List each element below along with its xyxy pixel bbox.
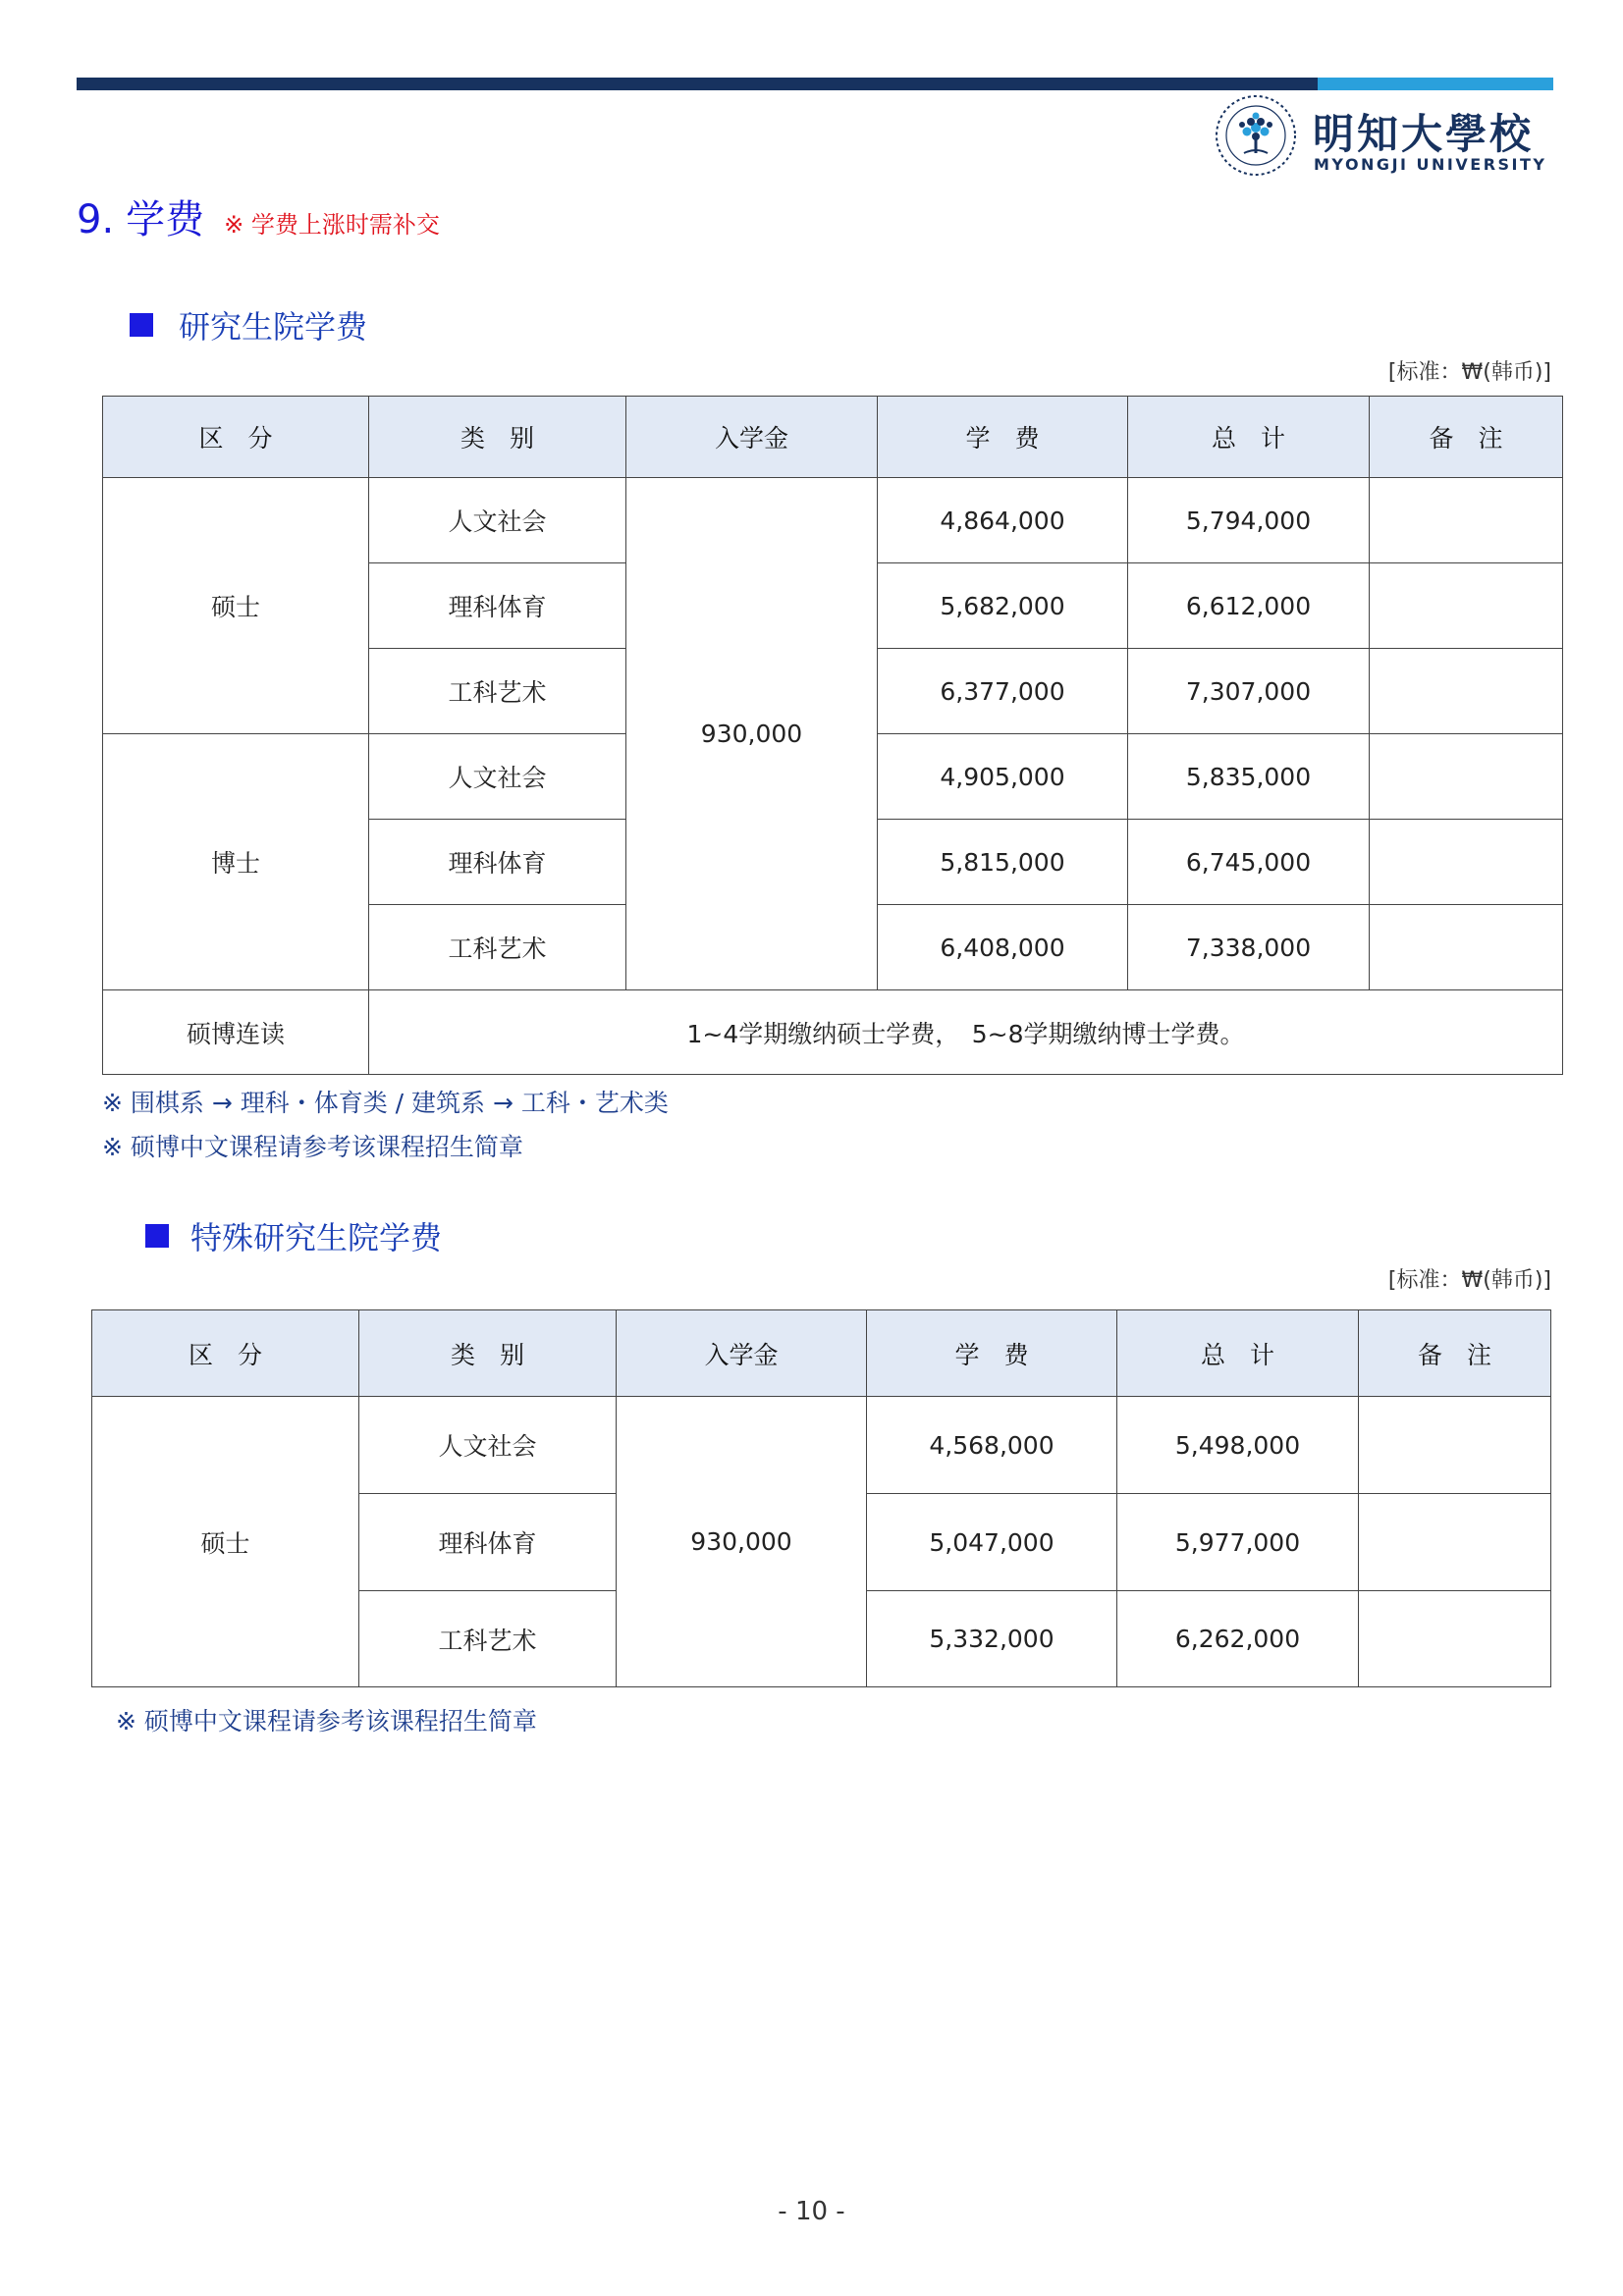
total-cell: 6,745,000	[1128, 820, 1370, 905]
tuition-cell: 6,377,000	[878, 649, 1128, 734]
combined-program-text: 1~4学期缴纳硕士学费， 5~8学期缴纳博士学费。	[369, 990, 1563, 1075]
section-heading	[77, 188, 440, 244]
table-header-row	[103, 397, 1563, 478]
page-number: - 10 -	[778, 2197, 845, 2226]
remarks-cell	[1370, 478, 1563, 563]
field-cell: 工科艺术	[369, 649, 626, 734]
header-category: 类 别	[359, 1310, 617, 1397]
header-tuition: 学 费	[867, 1310, 1117, 1397]
tuition-cell: 4,864,000	[878, 478, 1128, 563]
header-remarks: 备 注	[1359, 1310, 1551, 1397]
field-cell: 人文社会	[369, 734, 626, 820]
remarks-cell	[1370, 820, 1563, 905]
section-number: 9.	[77, 197, 115, 242]
total-cell: 7,338,000	[1128, 905, 1370, 990]
field-cell: 工科艺术	[359, 1591, 617, 1687]
admission-fee-cell: 930,000	[626, 478, 878, 990]
combined-program-label: 硕博连读	[103, 990, 369, 1075]
grad-fee-table	[102, 396, 1563, 1075]
tuition-cell: 5,047,000	[867, 1494, 1117, 1591]
total-cell: 6,262,000	[1117, 1591, 1359, 1687]
total-cell: 5,835,000	[1128, 734, 1370, 820]
header-division: 区 分	[103, 397, 369, 478]
remarks-cell	[1370, 649, 1563, 734]
grad-subtitle-text: 研究生院学费	[179, 308, 368, 346]
header-bar-navy	[77, 78, 1318, 90]
admission-fee-cell: 930,000	[617, 1397, 867, 1687]
remarks-cell	[1359, 1397, 1551, 1494]
header-admission: 入学金	[626, 397, 878, 478]
field-cell: 理科体育	[369, 820, 626, 905]
tuition-cell: 6,408,000	[878, 905, 1128, 990]
special-fee-table	[91, 1309, 1551, 1687]
remarks-cell	[1370, 905, 1563, 990]
section-title: 学费	[126, 197, 205, 242]
table-header-row	[92, 1310, 1551, 1397]
section-note: ※ 学费上涨时需补交	[224, 211, 440, 239]
total-cell: 7,307,000	[1128, 649, 1370, 734]
table-row	[103, 990, 1563, 1075]
tuition-cell: 5,815,000	[878, 820, 1128, 905]
remarks-cell	[1370, 734, 1563, 820]
table-row	[103, 478, 1563, 563]
field-cell: 人文社会	[359, 1397, 617, 1494]
special-note: ※ 硕博中文课程请参考该课程招生简章	[116, 1707, 537, 1735]
special-subtitle	[145, 1213, 442, 1258]
remarks-cell	[1370, 563, 1563, 649]
special-subtitle-text: 特殊研究生院学费	[190, 1219, 443, 1256]
header-bar-blue	[1318, 78, 1553, 90]
header-admission: 入学金	[617, 1310, 867, 1397]
grad-note-1: ※ 围棋系 → 理科・体育类 / 建筑系 → 工科・艺术类	[102, 1089, 669, 1117]
tuition-cell: 5,682,000	[878, 563, 1128, 649]
university-emblem-icon	[1215, 94, 1297, 177]
special-unit-label: [标准：₩(韩币)]	[1387, 1268, 1551, 1293]
total-cell: 5,498,000	[1117, 1397, 1359, 1494]
header-category: 类 别	[369, 397, 626, 478]
field-cell: 人文社会	[369, 478, 626, 563]
tuition-cell: 5,332,000	[867, 1591, 1117, 1687]
field-cell: 理科体育	[369, 563, 626, 649]
field-cell: 工科艺术	[369, 905, 626, 990]
total-cell: 5,977,000	[1117, 1494, 1359, 1591]
total-cell: 6,612,000	[1128, 563, 1370, 649]
header-remarks: 备 注	[1370, 397, 1563, 478]
grad-subtitle	[130, 302, 367, 347]
university-logo	[1215, 94, 1553, 183]
remarks-cell	[1359, 1591, 1551, 1687]
logo-english-name: MYONGJI UNIVERSITY	[1314, 155, 1547, 174]
degree-master: 硕士	[92, 1397, 359, 1687]
logo-korean-name: 明知大學校	[1313, 110, 1535, 158]
tuition-cell: 4,905,000	[878, 734, 1128, 820]
degree-master: 硕士	[103, 478, 369, 734]
header-total: 总 计	[1117, 1310, 1359, 1397]
grad-note-2: ※ 硕博中文课程请参考该课程招生简章	[102, 1133, 523, 1161]
square-bullet-icon	[145, 1224, 169, 1248]
total-cell: 5,794,000	[1128, 478, 1370, 563]
degree-doctor: 博士	[103, 734, 369, 990]
header-division: 区 分	[92, 1310, 359, 1397]
square-bullet-icon	[130, 313, 153, 337]
header-tuition: 学 费	[878, 397, 1128, 478]
field-cell: 理科体育	[359, 1494, 617, 1591]
table-row	[92, 1397, 1551, 1494]
remarks-cell	[1359, 1494, 1551, 1591]
tuition-cell: 4,568,000	[867, 1397, 1117, 1494]
header-total: 总 计	[1128, 397, 1370, 478]
grad-unit-label: [标准：₩(韩币)]	[1387, 360, 1551, 385]
